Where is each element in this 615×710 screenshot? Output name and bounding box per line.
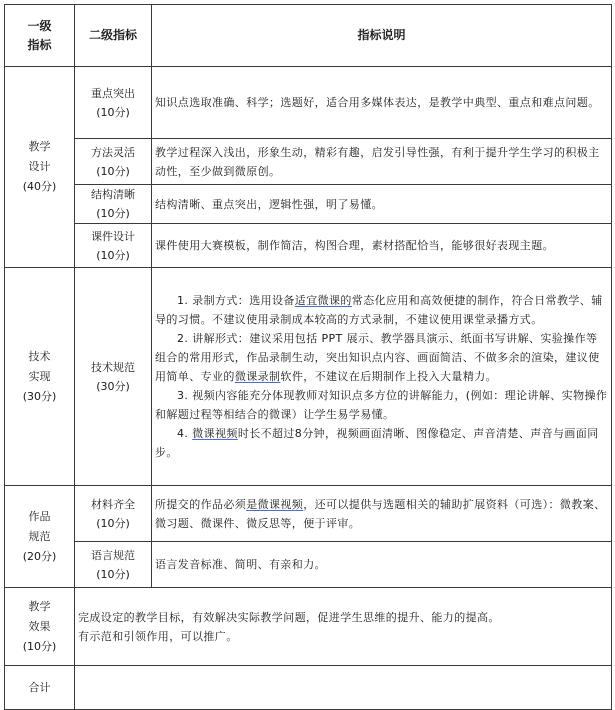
indicator-desc: 结构清晰、重点突出，逻辑性强，明了易懂。 [152,185,612,224]
table-row [5,224,612,268]
sub-indicator: 结构清晰 (10分) [75,185,152,224]
scoring-table [4,4,612,710]
indicator-desc: 所提交的作品必须是微课视频，还可以提供与选题相关的辅助扩展资料（可选）：微教案、微习题、微课件、微反思等，便于评审。 [152,486,612,542]
header-level1: 一级 指标 [5,5,75,67]
sub-indicator: 课件设计 (10分) [75,224,152,268]
group-teaching-effect: 教学 效果 (10分) [5,588,75,666]
tech-paragraph-3: 3. 视频内容能充分体现教师对知识点多方位的讲解能力，(例如：理论讲解、实物操作和解题过程等相结合的微课）让学生易学易懂。 [155,389,608,421]
teaching-effect-desc: 完成设定的教学目标，有效解决实际教学问题，促进学生思维的提升、能力的提高。 有示范和引领作用，可以推广。 [75,588,612,666]
total-label: 合计 [5,666,75,710]
table-row [5,67,612,139]
header-row [5,5,612,67]
tech-paragraph-1: 1. 录制方式：选用设备适宜微课的常态化应用和高效便捷的制作，符合日常教学、辅导的习惯。不建议使用录制成本较高的方式录制，不建议使用课堂录播方式。 [155,294,603,326]
indicator-desc: 语言发音标准、简明、有亲和力。 [152,542,612,588]
table-row [5,588,612,666]
header-level2: 二级指标 [75,5,152,67]
total-value [75,666,612,710]
indicator-desc [152,268,612,486]
sub-indicator: 方法灵活 (10分) [75,139,152,185]
group-teaching-design: 教学 设计 (40分) [5,67,75,268]
tech-paragraph-2: 2. 讲解形式：建议采用包括 PPT 展示、教学器具演示、纸面书写讲解、实验操作等组合的常用形式，作品录制生动，突出知识点内容、画面简洁、不做多余的渲染，建议使用简单、专业的微课录制软件，不建议在后期制作上投入大量精力。 [155,332,600,383]
indicator-desc: 知识点选取准确、科学；选题好，适合用多媒体表达，是教学中典型、重点和难点问题。 [152,67,612,139]
table-row [5,542,612,588]
table-row [5,185,612,224]
tech-paragraph-4: 4. 微课视频时长不超过8分钟，视频画面清晰、图像稳定、声音清楚、声音与画面同步。 [155,427,599,459]
sub-indicator: 语言规范 (10分) [75,542,152,588]
sub-indicator: 材料齐全 (10分) [75,486,152,542]
group-work-standard: 作品 规范 (20分) [5,486,75,588]
sub-indicator: 重点突出 (10分) [75,67,152,139]
table-row [5,139,612,185]
group-tech-implementation: 技术 实现 (30分) [5,268,75,486]
sub-indicator: 技术规范 (30分) [75,268,152,486]
table-row [5,486,612,542]
table-row [5,268,612,486]
header-desc: 指标说明 [152,5,612,67]
indicator-desc: 课件使用大赛模板，制作简洁，构图合理，素材搭配恰当，能够很好表现主题。 [152,224,612,268]
indicator-desc: 教学过程深入浅出，形象生动，精彩有趣，启发引导性强，有利于提升学生学习的积极主动性，至少做到微原创。 [152,139,612,185]
total-row [5,666,612,710]
